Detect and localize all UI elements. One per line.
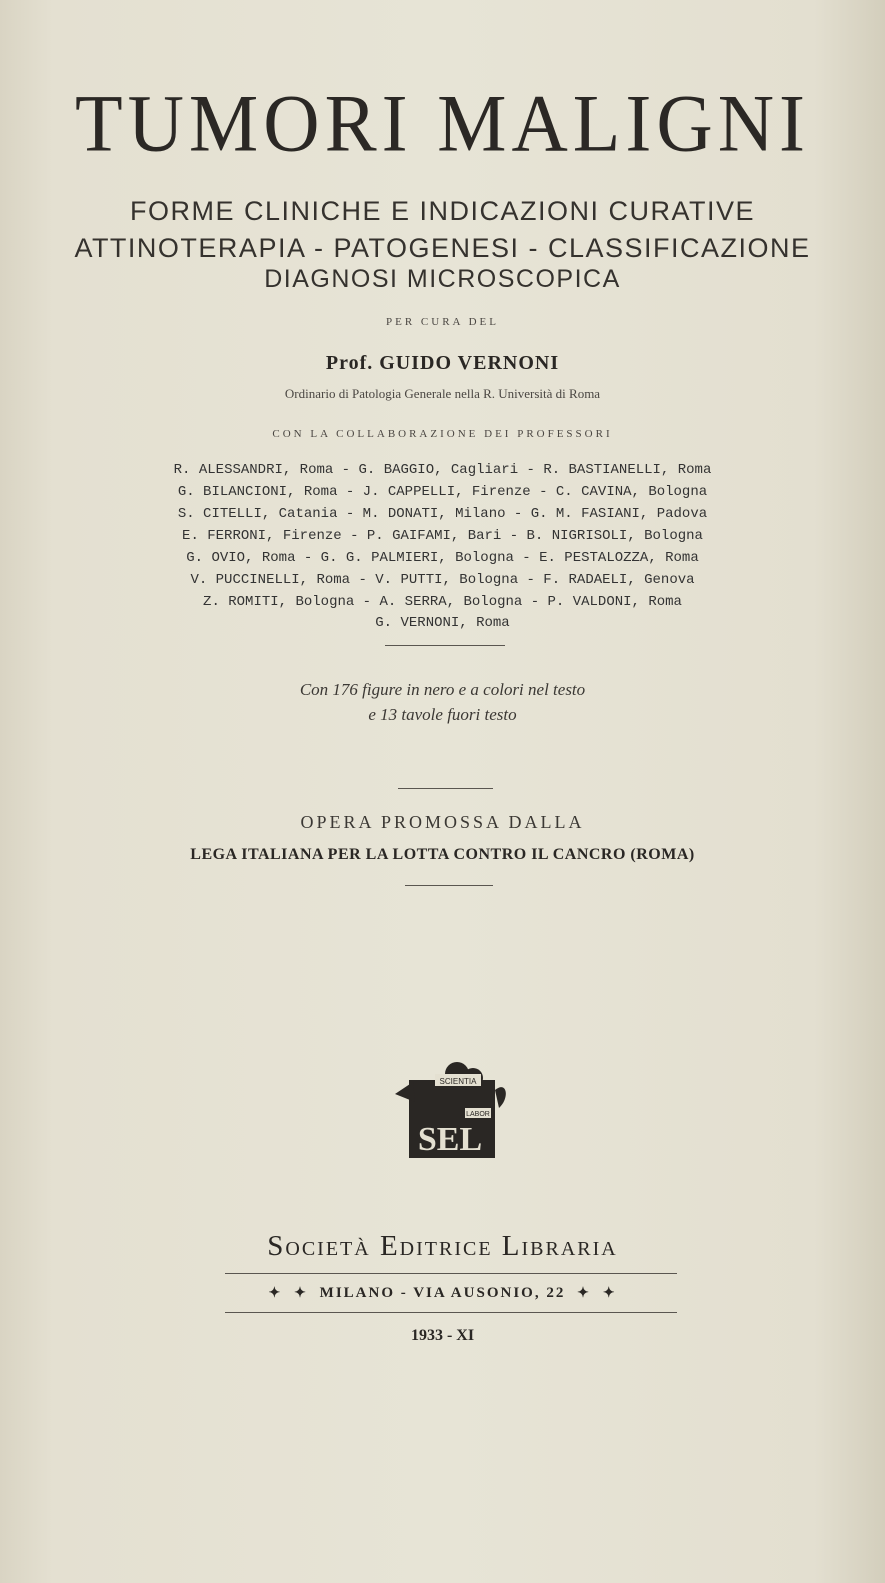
figures-note-line-2: e 13 tavole fuori testo [368, 705, 517, 724]
star-ornament-icon: ✦ [294, 1286, 308, 1301]
logo-monogram: SEL [417, 1121, 483, 1158]
star-ornament-icon: ✦ [577, 1286, 591, 1301]
publisher-name: Società Editrice Libraria [267, 1230, 618, 1262]
logo-motto-1: SCIENTIA [439, 1077, 477, 1086]
publication-year: 1933 - XI [410, 1327, 475, 1344]
publisher-logo-icon [395, 1060, 510, 1160]
star-ornament-icon: ✦ [602, 1286, 617, 1301]
publisher-address-row [0, 1285, 885, 1302]
subtitle-line-1: FORME CLINICHE E INDICAZIONI CURATIVE [129, 196, 756, 226]
divider [405, 885, 493, 886]
divider [385, 645, 505, 646]
divider [225, 1312, 677, 1313]
editor-name: Prof. GUIDO VERNONI [325, 352, 560, 374]
per-cura-label: PER CURA DEL [385, 316, 499, 328]
divider [398, 788, 493, 789]
divider [225, 1273, 677, 1274]
subtitle-line-2: ATTINOTERAPIA - PATOGENESI - CLASSIFICAZIONE [74, 233, 811, 263]
logo-motto-2: LABOR [466, 1111, 490, 1118]
star-ornament-icon: ✦ [268, 1286, 283, 1301]
collaborator-line: G. VERNONI, Roma [375, 615, 510, 631]
figures-note-line-1: Con 176 figure in nero e a colori nel testo [299, 680, 586, 699]
collaborator-line: R. ALESSANDRI, Roma - G. BAGGIO, Cagliari - R. BASTIANELLI, Roma [173, 462, 712, 478]
subtitle-line-3: DIAGNOSI MICROSCOPICA [264, 265, 621, 293]
collaborator-line: E. FERRONI, Firenze - P. GAIFAMI, Bari - B. NIGRISOLI, Bologna [182, 528, 703, 544]
collaborator-line: S. CITELLI, Catania - M. DONATI, Milano - G. M. FASIANI, Padova [177, 506, 708, 522]
collaboration-heading: CON LA COLLABORAZIONE DEI PROFESSORI [272, 428, 613, 440]
editor-role: Ordinario di Patologia Generale nella R. Università di Roma [284, 386, 601, 401]
opera-promossa: OPERA PROMOSSA DALLA [300, 812, 585, 832]
collaborator-line: Z. ROMITI, Bologna - A. SERRA, Bologna - P. VALDONI, Roma [203, 594, 682, 610]
book-title: TUMORI MALIGNI [74, 76, 811, 169]
collaborator-line: G. OVIO, Roma - G. G. PALMIERI, Bologna - E. PESTALOZZA, Roma [186, 550, 699, 566]
collaborator-line: V. PUCCINELLI, Roma - V. PUTTI, Bologna - F. RADAELI, Genova [190, 572, 695, 588]
collaborator-line: G. BILANCIONI, Roma - J. CAPPELLI, Firenze - C. CAVINA, Bologna [177, 484, 708, 500]
publisher-address: MILANO - VIA AUSONIO, 22 [319, 1285, 566, 1301]
sponsor-league: LEGA ITALIANA PER LA LOTTA CONTRO IL CANCRO (ROMA) [190, 846, 695, 863]
